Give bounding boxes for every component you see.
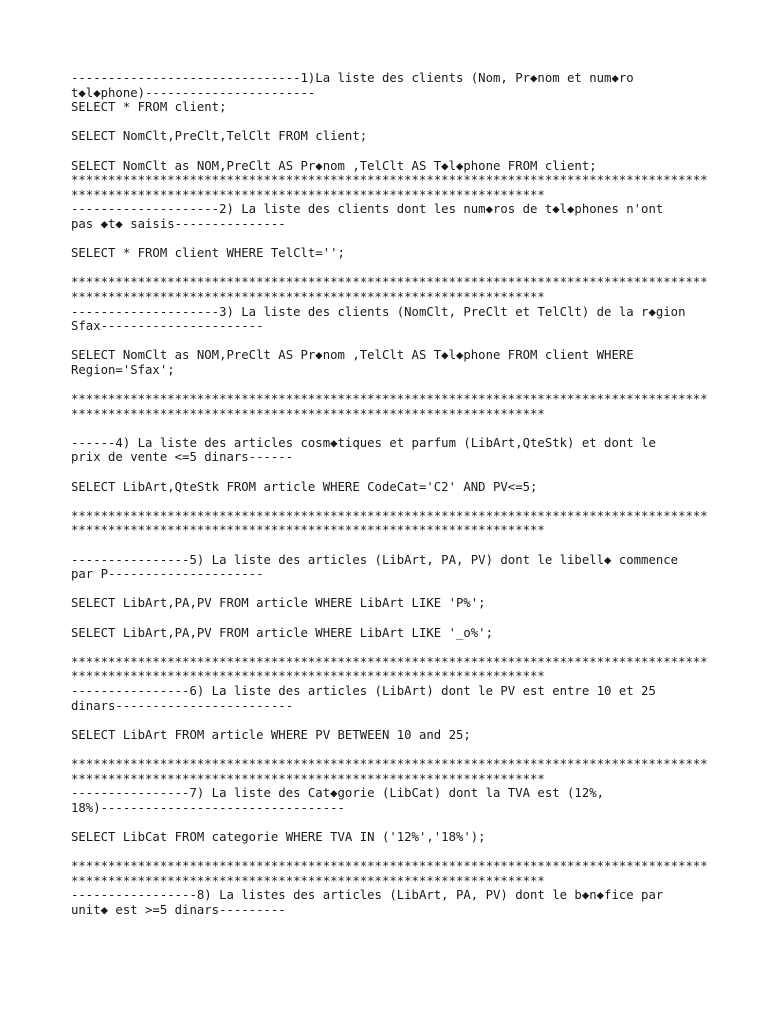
text-line: unit◆ est >=5 dinars--------- xyxy=(71,902,286,917)
blank-line xyxy=(71,582,711,597)
document-page xyxy=(71,71,711,917)
exercise-heading-line: ----------------6) La liste des articles (LibArt) dont le PV est entre 10 et 25 xyxy=(71,683,656,698)
blank-line xyxy=(71,815,711,830)
sql-query-line: SELECT LibArt,PA,PV FROM article WHERE LibArt LIKE '_o%'; xyxy=(71,625,493,640)
separator-line: **************************************************************** xyxy=(71,771,545,786)
text-line: t◆l◆phone)----------------------- xyxy=(71,85,316,100)
text-line: prix de vente <=5 dinars------ xyxy=(71,450,294,465)
separator-line: **************************************************************** xyxy=(71,406,545,421)
blank-line xyxy=(71,494,711,509)
exercise-heading-line: -------------------------------1)La liste des clients (Nom, Pr◆nom et num◆ro xyxy=(71,71,634,85)
separator-line: **************************************************************** xyxy=(71,289,545,304)
blank-line xyxy=(71,713,711,728)
sql-query-line: SELECT * FROM client WHERE TelClt=''; xyxy=(71,246,345,261)
text-line: 18%)--------------------------------- xyxy=(71,800,345,815)
separator-line: ************************************************************************************** xyxy=(71,654,708,669)
text-line: dinars------------------------ xyxy=(71,698,294,713)
separator-line: ************************************************************************************** xyxy=(71,392,708,407)
blank-line xyxy=(71,844,711,859)
blank-line xyxy=(71,334,711,349)
sql-query-line: SELECT LibArt,QteStk FROM article WHERE CodeCat='C2' AND PV<=5; xyxy=(71,479,538,494)
separator-line: **************************************************************** xyxy=(71,523,545,538)
exercise-heading-line: --------------------2) La liste des clients dont les num◆ros de t◆l◆phones n'ont xyxy=(71,202,664,217)
separator-line: ************************************************************************************** xyxy=(71,508,708,523)
text-line: par P--------------------- xyxy=(71,567,264,582)
exercise-heading-line: ----------------7) La liste des Cat◆gorie (LibCat) dont la TVA est (12%, xyxy=(71,786,605,801)
blank-line xyxy=(71,421,711,436)
separator-line: **************************************************************** xyxy=(71,873,545,888)
sql-query-line: SELECT NomClt as NOM,PreClt AS Pr◆nom ,TelClt AS T◆l◆phone FROM client; xyxy=(71,158,597,173)
text-line: pas ◆t◆ saisis--------------- xyxy=(71,216,286,231)
sql-query-line: SELECT NomClt,PreClt,TelClt FROM client; xyxy=(71,129,368,144)
blank-line xyxy=(71,742,711,757)
separator-line: ************************************************************************************** xyxy=(71,275,708,290)
blank-line xyxy=(71,538,711,553)
separator-line: **************************************************************** xyxy=(71,669,545,684)
blank-line xyxy=(71,232,711,247)
sql-query-line: SELECT LibArt,PA,PV FROM article WHERE LibArt LIKE 'P%'; xyxy=(71,596,486,611)
blank-line xyxy=(71,261,711,276)
blank-line xyxy=(71,640,711,655)
separator-line: ************************************************************************************** xyxy=(71,756,708,771)
blank-line xyxy=(71,611,711,626)
blank-line xyxy=(71,115,711,130)
sql-query-line: SELECT NomClt as NOM,PreClt AS Pr◆nom ,TelClt AS T◆l◆phone FROM client WHERE xyxy=(71,348,634,363)
separator-line: **************************************************************** xyxy=(71,187,545,202)
sql-query-line: SELECT * FROM client; xyxy=(71,100,227,115)
blank-line xyxy=(71,377,711,392)
separator-line: ************************************************************************************** xyxy=(71,173,708,188)
exercise-heading-line: --------------------3) La liste des clients (NomClt, PreClt et TelClt) de la r◆gion xyxy=(71,304,686,319)
exercise-heading-line: ----------------5) La liste des articles (LibArt, PA, PV) dont le libell◆ commence xyxy=(71,552,679,567)
sql-query-line: SELECT LibCat FROM categorie WHERE TVA IN ('12%','18%'); xyxy=(71,829,486,844)
text-line: Region='Sfax'; xyxy=(71,362,175,377)
text-line: Sfax---------------------- xyxy=(71,319,264,334)
exercise-heading-line: -----------------8) La listes des articles (LibArt, PA, PV) dont le b◆n◆fice par xyxy=(71,888,664,903)
separator-line: ************************************************************************************** xyxy=(71,859,708,874)
blank-line xyxy=(71,465,711,480)
sql-query-line: SELECT LibArt FROM article WHERE PV BETWEEN 10 and 25; xyxy=(71,727,471,742)
exercise-heading-line: ------4) La liste des articles cosm◆tiques et parfum (LibArt,QteStk) et dont le xyxy=(71,435,656,450)
blank-line xyxy=(71,144,711,159)
